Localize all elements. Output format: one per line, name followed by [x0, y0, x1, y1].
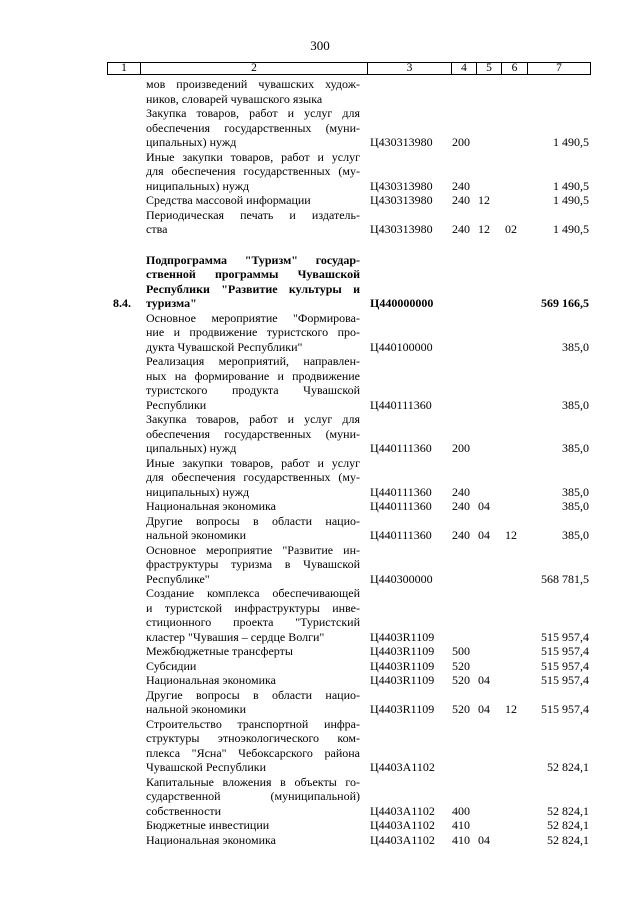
- section-code: 04: [478, 499, 490, 513]
- row-description: [146, 586, 360, 644]
- description-line: сударственной (муниципальной): [146, 789, 360, 803]
- expense-type-code: 200: [452, 441, 470, 455]
- amount-value: 52 824,1: [547, 760, 589, 774]
- header-col-2: 2: [140, 63, 367, 74]
- row-description: [146, 193, 360, 208]
- description-line: ных на формирование и продвижение: [146, 368, 360, 383]
- amount-value: 52 824,1: [547, 803, 589, 818]
- description-line: и туристской инфраструктуры инве-: [146, 600, 360, 615]
- row-description: [146, 253, 360, 311]
- page-number: 300: [310, 38, 330, 53]
- table-row: [0, 150, 640, 194]
- description-line: обеспечения государственных (муни-: [146, 120, 360, 135]
- description-line: Национальная экономика: [146, 499, 276, 513]
- section-code: 04: [478, 832, 490, 847]
- description-line: ципальных) нужд: [146, 135, 237, 149]
- description-line: Республике": [146, 571, 210, 586]
- amount-value: 52 824,1: [547, 818, 589, 832]
- table-row: [0, 311, 640, 355]
- target-article-code: Ц4403R1109: [370, 702, 435, 716]
- description-line: Межбюджетные трансферты: [146, 644, 293, 658]
- row-description: [146, 456, 360, 500]
- target-article-code: Ц4403R1109: [370, 673, 435, 687]
- expense-type-code: 410: [452, 818, 470, 832]
- row-description: [146, 514, 360, 543]
- amount-value: 52 824,1: [547, 832, 589, 847]
- expense-type-code: 240: [452, 193, 470, 207]
- description-line: туристского продукта Чувашской: [146, 383, 360, 397]
- row-description: [146, 412, 360, 456]
- description-line: Иные закупки товаров, работ и услуг: [146, 455, 360, 470]
- expense-type-code: 240: [452, 222, 470, 236]
- description-line: Иные закупки товаров, работ и услуг: [146, 149, 360, 164]
- target-article-code: Ц440000000: [370, 296, 434, 310]
- expense-type-code: 240: [452, 499, 470, 513]
- expense-type-code: 520: [452, 702, 470, 716]
- target-article-code: Ц440111360: [370, 441, 432, 455]
- description-line: ципальных) нужд: [146, 441, 237, 455]
- target-article-code: Ц430313980: [370, 193, 433, 207]
- table-row: [0, 644, 640, 659]
- table-row: [0, 456, 640, 500]
- description-line: плекса "Ясна" Чебоксарского района: [146, 745, 360, 760]
- expense-type-code: 500: [452, 644, 470, 658]
- target-article-code: Ц4403А1102: [370, 832, 435, 847]
- description-line: Основное мероприятие "Развитие ин-: [146, 542, 360, 557]
- header-col-5: 5: [476, 63, 501, 74]
- target-article-code: Ц430313980: [370, 135, 433, 149]
- expense-type-code: 520: [452, 673, 470, 687]
- expense-type-code: 410: [452, 832, 470, 847]
- description-line: ние и продвижение туристского про-: [146, 325, 360, 339]
- amount-value: 385,0: [562, 499, 589, 513]
- section-number: 8.4.: [113, 296, 131, 310]
- target-article-code: Ц4403А1102: [370, 803, 435, 818]
- description-line: дукта Чувашской Республики": [146, 339, 303, 354]
- description-line: Республики: [146, 397, 207, 412]
- amount-value: 569 166,5: [541, 296, 589, 310]
- row-description: [146, 543, 360, 587]
- row-description: [146, 311, 360, 355]
- amount-value: 515 957,4: [541, 644, 589, 658]
- table-row: [0, 673, 640, 688]
- table-row: [0, 499, 640, 514]
- description-line: нальной экономики: [146, 702, 246, 716]
- section-code: 04: [478, 673, 490, 687]
- row-description: [146, 354, 360, 412]
- description-line: обеспечения государственных (муни-: [146, 426, 360, 441]
- table-row: [0, 253, 640, 311]
- description-line: Капитальные вложения в объекты го-: [146, 774, 360, 789]
- row-description: [146, 644, 360, 659]
- target-article-code: Ц440111360: [370, 397, 432, 412]
- table-row: [0, 717, 640, 775]
- description-line: Другие вопросы в области нацио-: [146, 513, 360, 528]
- target-article-code: Ц440111360: [370, 499, 432, 513]
- row-description: [146, 688, 360, 717]
- description-line: Закупка товаров, работ и услуг для: [146, 106, 360, 120]
- table-header-row: [107, 62, 591, 75]
- row-description: [146, 673, 360, 688]
- description-line: структуры этноэкологического ком-: [146, 731, 360, 745]
- amount-value: 1 490,5: [553, 222, 589, 236]
- expense-type-code: 240: [452, 528, 470, 542]
- target-article-code: Ц4403R1109: [370, 658, 435, 673]
- row-description: [146, 77, 360, 106]
- description-line: фраструктуры туризма в Чувашской: [146, 557, 360, 571]
- table-row: [0, 659, 640, 674]
- target-article-code: Ц4403R1109: [370, 644, 435, 658]
- amount-value: 1 490,5: [553, 193, 589, 207]
- description-line: Закупка товаров, работ и услуг для: [146, 412, 360, 426]
- amount-value: 385,0: [562, 339, 589, 354]
- table-row: [0, 77, 640, 106]
- row-description: [146, 208, 360, 237]
- header-col-1: 1: [121, 62, 127, 74]
- amount-value: 515 957,4: [541, 629, 589, 644]
- row-description: [146, 818, 360, 833]
- table-row: [0, 106, 640, 150]
- row-description: [146, 106, 360, 150]
- description-line: туризма": [146, 296, 197, 310]
- subsection-code: 12: [505, 702, 517, 716]
- description-line: собственности: [146, 803, 222, 818]
- target-article-code: Ц440300000: [370, 571, 433, 586]
- amount-value: 385,0: [562, 397, 589, 412]
- header-col-7: 7: [527, 63, 590, 74]
- amount-value: 385,0: [562, 441, 589, 455]
- description-line: ников, словарей чувашского языка: [146, 91, 323, 106]
- row-description: [146, 717, 360, 775]
- table-row: [0, 193, 640, 208]
- section-code: 04: [478, 528, 490, 542]
- amount-value: 1 490,5: [553, 178, 589, 193]
- table-row: [0, 208, 640, 237]
- row-description: [146, 833, 360, 848]
- amount-value: 1 490,5: [553, 135, 589, 149]
- description-line: Реализация мероприятий, направлен-: [146, 354, 360, 368]
- description-line: для обеспечения государственных (му-: [146, 470, 360, 484]
- description-line: кластер "Чувашия – сердце Волги": [146, 629, 325, 644]
- expense-type-code: 200: [452, 135, 470, 149]
- description-line: Основное мероприятие "Формирова-: [146, 310, 360, 325]
- expense-type-code: 240: [452, 484, 470, 499]
- subsection-code: 02: [505, 222, 517, 236]
- header-col-6: 6: [501, 63, 527, 74]
- description-line: Субсидии: [146, 658, 197, 673]
- description-line: Национальная экономика: [146, 832, 276, 847]
- description-line: Бюджетные инвестиции: [146, 818, 270, 832]
- row-spacer: [0, 237, 640, 253]
- row-description: [146, 499, 360, 514]
- description-line: для обеспечения государственных (му-: [146, 164, 360, 178]
- description-line: стиционного проекта "Туристский: [146, 615, 360, 629]
- row-description: [146, 150, 360, 194]
- table-row: [0, 354, 640, 412]
- amount-value: 515 957,4: [541, 658, 589, 673]
- header-col-4: 4: [451, 63, 476, 74]
- description-line: ственной программы Чувашской: [146, 267, 360, 281]
- description-line: Национальная экономика: [146, 673, 276, 687]
- section-code: 12: [478, 193, 490, 207]
- table-row: [0, 412, 640, 456]
- target-article-code: Ц440111360: [370, 484, 432, 499]
- description-line: Средства массовой информации: [146, 193, 311, 207]
- amount-value: 385,0: [562, 484, 589, 499]
- expense-type-code: 240: [452, 178, 470, 193]
- table-row: [0, 514, 640, 543]
- amount-value: 515 957,4: [541, 673, 589, 687]
- description-line: Подпрограмма "Туризм" государ-: [146, 252, 360, 267]
- target-article-code: Ц430313980: [370, 222, 433, 236]
- description-line: Создание комплекса обеспечивающей: [146, 586, 360, 600]
- expense-type-code: 400: [452, 803, 470, 818]
- header-col-3: 3: [367, 63, 451, 74]
- description-line: Республики "Развитие культуры и: [146, 281, 360, 296]
- description-line: мов произведений чувашских худож-: [146, 77, 360, 91]
- description-line: ниципальных) нужд: [146, 484, 250, 499]
- description-line: Другие вопросы в области нацио-: [146, 687, 360, 702]
- row-description: [146, 775, 360, 819]
- target-article-code: Ц4403R1109: [370, 629, 435, 644]
- table-row: [0, 775, 640, 819]
- row-description: [146, 659, 360, 674]
- amount-value: 385,0: [562, 528, 589, 542]
- target-article-code: Ц4403А1102: [370, 760, 435, 774]
- section-code: 12: [478, 222, 490, 236]
- budget-table-body: [0, 77, 640, 847]
- table-row: [0, 586, 640, 644]
- section-code: 04: [478, 702, 490, 716]
- target-article-code: Ц4403А1102: [370, 818, 435, 832]
- description-line: Периодическая печать и издатель-: [146, 207, 360, 222]
- description-line: ниципальных) нужд: [146, 178, 250, 193]
- table-row: [0, 543, 640, 587]
- description-line: ства: [146, 222, 168, 236]
- amount-value: 568 781,5: [541, 571, 589, 586]
- description-line: Строительство транспортной инфра-: [146, 716, 360, 731]
- description-line: Чувашской Республики: [146, 760, 267, 774]
- expense-type-code: 520: [452, 658, 470, 673]
- amount-value: 515 957,4: [541, 702, 589, 716]
- target-article-code: Ц430313980: [370, 178, 433, 193]
- target-article-code: Ц440111360: [370, 528, 432, 542]
- description-line: нальной экономики: [146, 528, 246, 542]
- subsection-code: 12: [505, 528, 517, 542]
- table-row: [0, 818, 640, 833]
- table-row: [0, 688, 640, 717]
- target-article-code: Ц440100000: [370, 339, 433, 354]
- table-row: [0, 833, 640, 848]
